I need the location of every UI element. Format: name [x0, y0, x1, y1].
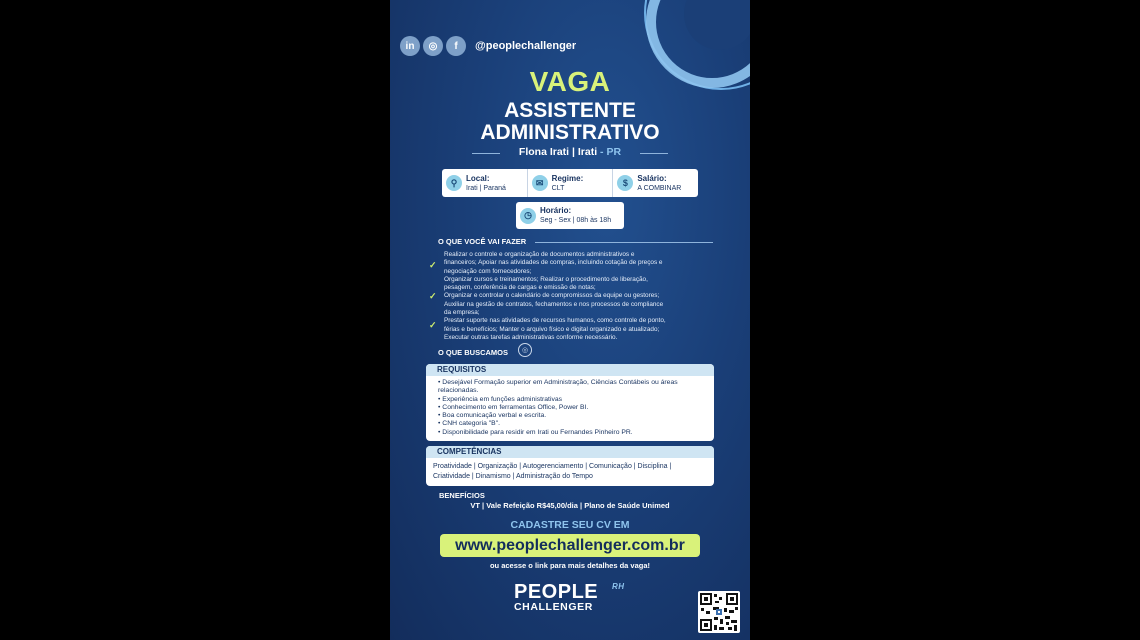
job-title-line2: ADMINISTRATIVO [480, 121, 660, 144]
job-poster [390, 0, 750, 640]
job-title [390, 100, 750, 144]
info-salario [613, 169, 698, 197]
logo-rh: RH [612, 582, 625, 591]
logo-line1: PEOPLE [514, 581, 599, 603]
task-line: financeiros; Apoiar nas atividades de compras, incluindo cotação de preços e [444, 259, 663, 267]
section-beneficios: BENEFÍCIOS [439, 491, 485, 500]
info-horario [516, 202, 624, 229]
info-regime [528, 169, 614, 197]
social-bar [400, 36, 576, 56]
beneficios-text: VT | Vale Refeição R$45,00/dia | Plano de Saúde Unimed [470, 501, 670, 510]
location-city: Flona Irati | Irati [518, 146, 598, 158]
competencias-text: Proatividade | Organização | Autogerenciamento | Comunicação | Disciplina | Criatividade | Dinamismo | Administração do Tempo [433, 463, 672, 480]
competencias-card [426, 446, 714, 486]
local-label: Local: [466, 173, 490, 183]
list-item: • Disponibilidade para residir em Irati ou Fernandes Pinheiro PR. [438, 429, 708, 437]
target-icon: ◎ [518, 343, 532, 357]
linkedin-icon[interactable]: in [400, 36, 420, 56]
location-state: PR [606, 146, 622, 158]
regime-value: CLT [551, 184, 565, 192]
task-line: negociação com fornecedores; [444, 267, 532, 275]
vaga-heading: VAGA [529, 66, 611, 97]
facebook-icon[interactable]: f [446, 36, 466, 56]
logo-line2: CHALLENGER [514, 601, 593, 613]
horario-value: Seg - Sex | 08h às 18h [540, 217, 612, 224]
checkmark-icon: ✓ [429, 320, 437, 330]
requisitos-heading: REQUISITOS [426, 364, 714, 376]
task-line: Organizar e controlar o calendário de compromissos da equipe ou gestores; [444, 292, 660, 300]
envelope-icon: ✉ [532, 175, 548, 191]
info-local [442, 169, 528, 197]
qr-code-icon [698, 591, 740, 633]
section-o-que-fazer: O QUE VOCÊ VAI FAZER [438, 237, 527, 246]
people-challenger-logo [514, 581, 625, 613]
ou-acesse-text: ou acesse o link para mais detalhes da vaga! [489, 561, 651, 570]
section-o-que-buscamos: O QUE BUSCAMOS [438, 348, 509, 357]
salario-value: A COMBINAR [637, 184, 682, 192]
divider [535, 242, 713, 243]
horario-label: Horário: [540, 206, 572, 215]
list-item: • Boa comunicação verbal e escrita. [438, 412, 708, 420]
instagram-icon[interactable]: ◎ [423, 36, 443, 56]
checkmark-icon: ✓ [429, 260, 437, 270]
task-line: férias e benefícios; Manter o arquivo físico e digital organizado e atualizado; [444, 325, 660, 333]
info-box [442, 169, 698, 197]
clock-icon: ◷ [520, 208, 536, 224]
salario-label: Salário: [637, 173, 667, 183]
money-icon: $ [617, 175, 633, 191]
list-item: • Experiência em funções administrativas [438, 396, 708, 404]
location-pin-icon: ⚲ [446, 175, 462, 191]
list-item: • CNH categoria "B". [438, 420, 708, 428]
competencias-heading: COMPETÊNCIAS [426, 446, 714, 458]
task-line: da empresa; [444, 309, 480, 317]
task-line: Executar outras tarefas administrativas conforme necessário. [444, 333, 618, 341]
divider [640, 153, 668, 154]
requisitos-list [426, 376, 714, 439]
social-handle[interactable]: @peoplechallenger [475, 40, 577, 52]
location-dash: - [597, 146, 607, 158]
job-location [390, 146, 750, 158]
checkmark-icon: ✓ [429, 291, 437, 301]
regime-label: Regime: [551, 173, 584, 183]
job-title-line1: ASSISTENTE [504, 99, 636, 122]
task-list [444, 251, 714, 342]
local-value: Irati | Paraná [466, 184, 506, 192]
cadastre-heading: CADASTRE SEU CV EM [510, 519, 630, 531]
list-item: • Desejável Formação superior em Administração, Ciências Contábeis ou áreas relacionadas. [438, 379, 708, 396]
task-line: Prestar suporte nas atividades de recursos humanos, como controle de ponto, [444, 317, 666, 325]
website-link[interactable]: www.peoplechallenger.com.br [440, 534, 700, 557]
requisitos-card [426, 364, 714, 441]
task-line: Realizar o controle e organização de documentos administrativos e [444, 251, 635, 258]
qr-code[interactable] [698, 591, 740, 633]
task-line: Auxiliar na gestão de contratos, fechamentos e nos processos de compliance [444, 300, 664, 308]
task-line: pesagem, conferência de cargas e emissão de notas; [444, 284, 596, 292]
task-line: Organizar cursos e treinamentos; Realizar o procedimento de liberação, [444, 275, 648, 283]
list-item: • Conhecimento em ferramentas Office, Power BI. [438, 404, 708, 412]
